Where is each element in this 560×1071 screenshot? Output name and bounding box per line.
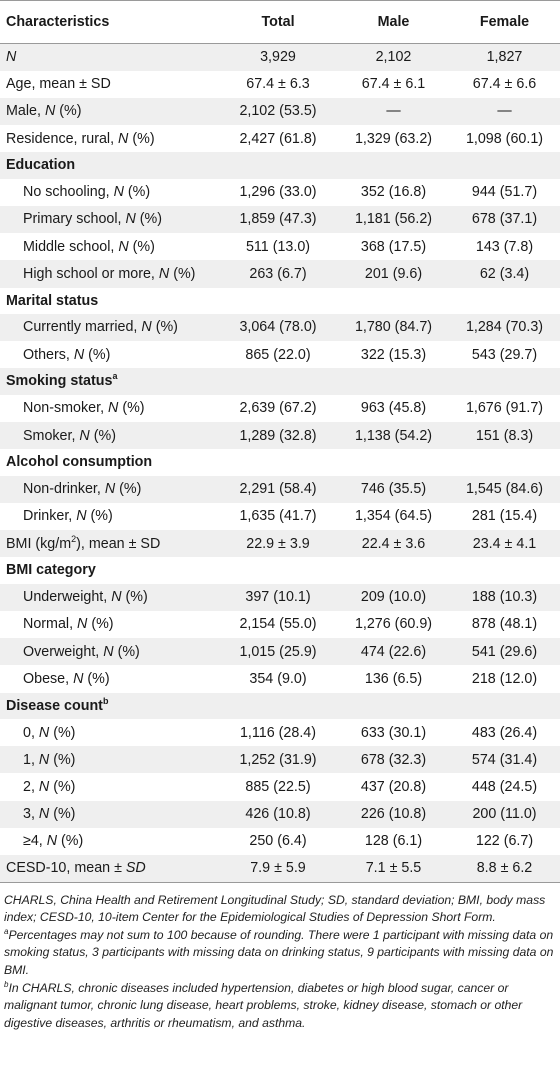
- row-label: [0, 530, 218, 557]
- cell-total: 1,015 (25.9): [218, 638, 338, 665]
- cell-total: 1,116 (28.4): [218, 719, 338, 746]
- label-pct: (%): [84, 346, 111, 363]
- label-n-italic: N: [158, 265, 170, 282]
- cell-total: 426 (10.8): [218, 801, 338, 828]
- label-pct: (%): [49, 806, 76, 823]
- row-label: [0, 449, 560, 476]
- table-footnotes: [0, 883, 560, 1033]
- label-text: N: [6, 49, 17, 66]
- cell-female: 1,545 (84.6): [449, 476, 560, 503]
- cell-male: 1,181 (56.2): [338, 206, 449, 233]
- footnote-a-mark: a: [4, 926, 9, 936]
- label-text: No schooling,: [23, 184, 114, 201]
- label-pct: (%): [115, 481, 142, 498]
- table-row: [0, 206, 560, 233]
- cell-female: 218 (12.0): [449, 665, 560, 692]
- header-total: Total: [218, 1, 338, 44]
- table-row: [0, 746, 560, 773]
- row-label: [0, 773, 218, 800]
- cell-male: 678 (32.3): [338, 746, 449, 773]
- cell-female: 944 (51.7): [449, 179, 560, 206]
- row-label: [0, 638, 218, 665]
- cell-male: 209 (10.0): [338, 584, 449, 611]
- cell-total: 67.4 ± 6.3: [218, 71, 338, 98]
- label-text: 0,: [23, 724, 39, 741]
- cell-female: 62 (3.4): [449, 260, 560, 287]
- label-pct: (%): [87, 616, 114, 633]
- cell-total: 2,639 (67.2): [218, 395, 338, 422]
- label-text: Primary school,: [23, 211, 126, 228]
- cell-male: 22.4 ± 3.6: [338, 530, 449, 557]
- label-text: Overweight,: [23, 643, 104, 660]
- label-n-italic: N: [77, 616, 88, 633]
- label-pct: (%): [49, 778, 76, 795]
- label-n-italic: N: [118, 238, 129, 255]
- label-text: 1,: [23, 751, 39, 768]
- cell-total: 1,296 (33.0): [218, 179, 338, 206]
- table-row: [0, 233, 560, 260]
- row-label: [0, 341, 218, 368]
- label-n-italic: N: [113, 184, 124, 201]
- label-text: Obese,: [23, 670, 74, 687]
- table-row: [0, 530, 560, 557]
- label-text: 3,: [23, 806, 39, 823]
- label-text: Non-drinker,: [23, 481, 105, 498]
- section-row: [0, 152, 560, 179]
- cell-total: 3,064 (78.0): [218, 314, 338, 341]
- table-row: [0, 801, 560, 828]
- header-female: Female: [449, 1, 560, 44]
- label-n-italic: N: [46, 833, 58, 850]
- label-pct: (%): [128, 130, 155, 147]
- cell-male: 963 (45.8): [338, 395, 449, 422]
- row-label: [0, 233, 218, 260]
- label-n-italic: N: [44, 103, 56, 120]
- label-pct: (%): [55, 103, 82, 120]
- cell-female: 678 (37.1): [449, 206, 560, 233]
- label-text: CESD-10, mean ±: [6, 860, 126, 877]
- cell-male: 1,329 (63.2): [338, 125, 449, 152]
- label-n-italic: N: [79, 427, 90, 444]
- table-row: [0, 422, 560, 449]
- row-label: [0, 719, 218, 746]
- row-label: [0, 71, 218, 98]
- cell-total: 2,102 (53.5): [218, 98, 338, 125]
- cell-female: 143 (7.8): [449, 233, 560, 260]
- label-text: 2,: [23, 778, 39, 795]
- table-row: [0, 611, 560, 638]
- cell-female: 1,284 (70.3): [449, 314, 560, 341]
- row-label: [0, 801, 218, 828]
- label-n-italic: N: [73, 346, 85, 363]
- label-n-italic: N: [141, 319, 152, 336]
- table-row: [0, 125, 560, 152]
- label-n-italic: N: [108, 400, 119, 417]
- label-pct: (%): [57, 833, 84, 850]
- section-title: Education: [6, 157, 76, 174]
- cell-male: 2,102: [338, 44, 449, 71]
- section-row: [0, 368, 560, 395]
- label-n-italic: N: [111, 589, 122, 606]
- row-label: [0, 98, 218, 125]
- label-n-italic: N: [38, 724, 50, 741]
- cell-male: 633 (30.1): [338, 719, 449, 746]
- cell-female: 8.8 ± 6.2: [449, 855, 560, 882]
- cell-female: 67.4 ± 6.6: [449, 71, 560, 98]
- label-text: Others,: [23, 346, 74, 363]
- cell-female: —: [449, 98, 560, 125]
- cell-male: 226 (10.8): [338, 801, 449, 828]
- cell-total: 885 (22.5): [218, 773, 338, 800]
- row-label: [0, 314, 218, 341]
- label-pct: (%): [49, 724, 76, 741]
- label-text: Smoker,: [23, 427, 80, 444]
- label-text: Age, mean ± SD: [6, 76, 111, 93]
- row-label: [0, 476, 218, 503]
- table-header: [0, 1, 560, 44]
- label-pct: (%): [128, 238, 155, 255]
- table-row: [0, 179, 560, 206]
- label-superscript: 2: [71, 533, 77, 544]
- row-label: [0, 611, 218, 638]
- cell-total: 3,929: [218, 44, 338, 71]
- footnote-b: [4, 980, 556, 1033]
- label-pct: (%): [83, 670, 110, 687]
- label-pct: (%): [113, 643, 140, 660]
- header-male: Male: [338, 1, 449, 44]
- table-row: [0, 314, 560, 341]
- cell-total: 511 (13.0): [218, 233, 338, 260]
- section-row: [0, 449, 560, 476]
- table-row: [0, 98, 560, 125]
- cell-female: 1,676 (91.7): [449, 395, 560, 422]
- row-label: [0, 206, 218, 233]
- row-label: [0, 665, 218, 692]
- cell-male: 1,354 (64.5): [338, 503, 449, 530]
- cell-male: 746 (35.5): [338, 476, 449, 503]
- table-row: [0, 773, 560, 800]
- cell-total: 263 (6.7): [218, 260, 338, 287]
- cell-female: 574 (31.4): [449, 746, 560, 773]
- label-pct: (%): [169, 265, 196, 282]
- row-label: [0, 260, 218, 287]
- row-label: [0, 746, 218, 773]
- cell-total: 354 (9.0): [218, 665, 338, 692]
- cell-male: 437 (20.8): [338, 773, 449, 800]
- cell-total: 1,859 (47.3): [218, 206, 338, 233]
- label-pct: (%): [135, 211, 163, 228]
- table-row: [0, 341, 560, 368]
- footnote-b-mark: b: [4, 979, 9, 989]
- table-row: [0, 719, 560, 746]
- row-label: [0, 422, 218, 449]
- label-n-italic: N: [38, 751, 50, 768]
- cell-total: 1,635 (41.7): [218, 503, 338, 530]
- cell-female: 543 (29.7): [449, 341, 560, 368]
- footnote-a-text: Percentages may not sum to 100 because of rounding. There were 1 participant with missing data on smoking status, 3 participants with missing data on drinking status, 9 participants with missing data on BMI.: [4, 927, 554, 978]
- label-n-italic: N: [125, 211, 136, 228]
- row-label: [0, 179, 218, 206]
- table-row: [0, 584, 560, 611]
- table-row: [0, 44, 560, 71]
- cell-total: 1,289 (32.8): [218, 422, 338, 449]
- table-row: [0, 665, 560, 692]
- cell-female: 23.4 ± 4.1: [449, 530, 560, 557]
- row-label: [0, 152, 560, 179]
- cell-female: 281 (15.4): [449, 503, 560, 530]
- cell-total: 2,154 (55.0): [218, 611, 338, 638]
- row-label: [0, 693, 560, 720]
- cell-female: 188 (10.3): [449, 584, 560, 611]
- label-pct: (%): [89, 427, 116, 444]
- row-label: [0, 288, 560, 315]
- table-body: [0, 44, 560, 883]
- label-text-end: ), mean ± SD: [76, 535, 161, 552]
- footnote-a: [4, 927, 556, 980]
- section-title: BMI category: [6, 562, 96, 579]
- cell-male: 201 (9.6): [338, 260, 449, 287]
- cell-female: 200 (11.0): [449, 801, 560, 828]
- cell-female: 541 (29.6): [449, 638, 560, 665]
- label-text: BMI (kg/m: [6, 535, 72, 552]
- cell-total: 397 (10.1): [218, 584, 338, 611]
- cell-male: 128 (6.1): [338, 828, 449, 855]
- header-characteristics: Characteristics: [0, 1, 218, 44]
- label-pct: (%): [86, 508, 113, 525]
- row-label: [0, 584, 218, 611]
- cell-male: 1,276 (60.9): [338, 611, 449, 638]
- footnote-abbreviations: CHARLS, China Health and Retirement Longitudinal Study; SD, standard deviation; BMI, body mass index; CESD-10, 10-item Center for the Epidemiological Studies of Depression Short Form.: [4, 892, 546, 925]
- label-pct: (%): [49, 751, 76, 768]
- cell-male: —: [338, 98, 449, 125]
- table-row: [0, 260, 560, 287]
- row-label: [0, 395, 218, 422]
- row-label: [0, 125, 218, 152]
- label-pct: (%): [123, 184, 151, 201]
- row-label: [0, 855, 218, 882]
- label-text: Male,: [6, 103, 45, 120]
- row-label: [0, 44, 218, 71]
- table-row: [0, 476, 560, 503]
- table-row: [0, 855, 560, 882]
- cell-male: 368 (17.5): [338, 233, 449, 260]
- cell-male: 322 (15.3): [338, 341, 449, 368]
- cell-total: 250 (6.4): [218, 828, 338, 855]
- cell-male: 474 (22.6): [338, 638, 449, 665]
- label-n-italic: N: [38, 778, 50, 795]
- label-n-italic: N: [118, 130, 129, 147]
- label-pct: (%): [118, 400, 145, 417]
- section-row: [0, 557, 560, 584]
- footnote-marker: a: [112, 371, 118, 382]
- cell-male: 67.4 ± 6.1: [338, 71, 449, 98]
- row-label: [0, 503, 218, 530]
- row-label: [0, 828, 218, 855]
- cell-female: 483 (26.4): [449, 719, 560, 746]
- cell-male: 352 (16.8): [338, 179, 449, 206]
- label-text: Normal,: [23, 616, 78, 633]
- label-text: Middle school,: [23, 238, 119, 255]
- cell-total: 22.9 ± 3.9: [218, 530, 338, 557]
- cell-male: 1,780 (84.7): [338, 314, 449, 341]
- cell-female: 1,098 (60.1): [449, 125, 560, 152]
- cell-female: 122 (6.7): [449, 828, 560, 855]
- cell-male: 136 (6.5): [338, 665, 449, 692]
- table-row: [0, 71, 560, 98]
- table-row: [0, 828, 560, 855]
- section-title: Disease count: [6, 697, 103, 714]
- row-label: [0, 557, 560, 584]
- section-row: [0, 288, 560, 315]
- cell-total: 2,291 (58.4): [218, 476, 338, 503]
- label-text: Currently married,: [23, 319, 142, 336]
- cell-total: 2,427 (61.8): [218, 125, 338, 152]
- table-row: [0, 638, 560, 665]
- section-row: [0, 693, 560, 720]
- cell-total: 865 (22.0): [218, 341, 338, 368]
- table-row: [0, 395, 560, 422]
- footnote-marker: b: [102, 695, 109, 706]
- label-n-italic: N: [103, 643, 114, 660]
- label-text: Underweight,: [23, 589, 112, 606]
- section-title: Smoking status: [6, 373, 113, 390]
- footnote-b-text: In CHARLS, chronic diseases included hypertension, diabetes or high blood sugar, cancer or malignant tumor, chronic lung disease, heart problems, stroke, kidney disease, stomach or other digestive diseases, arthritis or rheumatism, and asthma.: [4, 980, 523, 1030]
- label-text: ≥4,: [23, 833, 47, 850]
- cell-male: 1,138 (54.2): [338, 422, 449, 449]
- cell-female: 1,827: [449, 44, 560, 71]
- row-label: [0, 368, 560, 395]
- table-row: [0, 503, 560, 530]
- label-text: Residence, rural,: [6, 130, 119, 147]
- label-pct: (%): [121, 589, 148, 606]
- section-title: Alcohol consumption: [6, 454, 153, 471]
- label-n-italic: N: [104, 481, 116, 498]
- cell-female: 448 (24.5): [449, 773, 560, 800]
- label-n-italic: N: [76, 508, 87, 525]
- label-italic: SD: [125, 860, 146, 877]
- label-text: Non-smoker,: [23, 400, 109, 417]
- cell-female: 878 (48.1): [449, 611, 560, 638]
- label-text: Drinker,: [23, 508, 77, 525]
- label-pct: (%): [151, 319, 178, 336]
- cell-female: 151 (8.3): [449, 422, 560, 449]
- label-text: High school or more,: [23, 265, 159, 282]
- label-n-italic: N: [73, 670, 84, 687]
- label-n-italic: N: [38, 806, 50, 823]
- section-title: Marital status: [6, 292, 99, 309]
- cell-male: 7.1 ± 5.5: [338, 855, 449, 882]
- cell-total: 1,252 (31.9): [218, 746, 338, 773]
- cell-total: 7.9 ± 5.9: [218, 855, 338, 882]
